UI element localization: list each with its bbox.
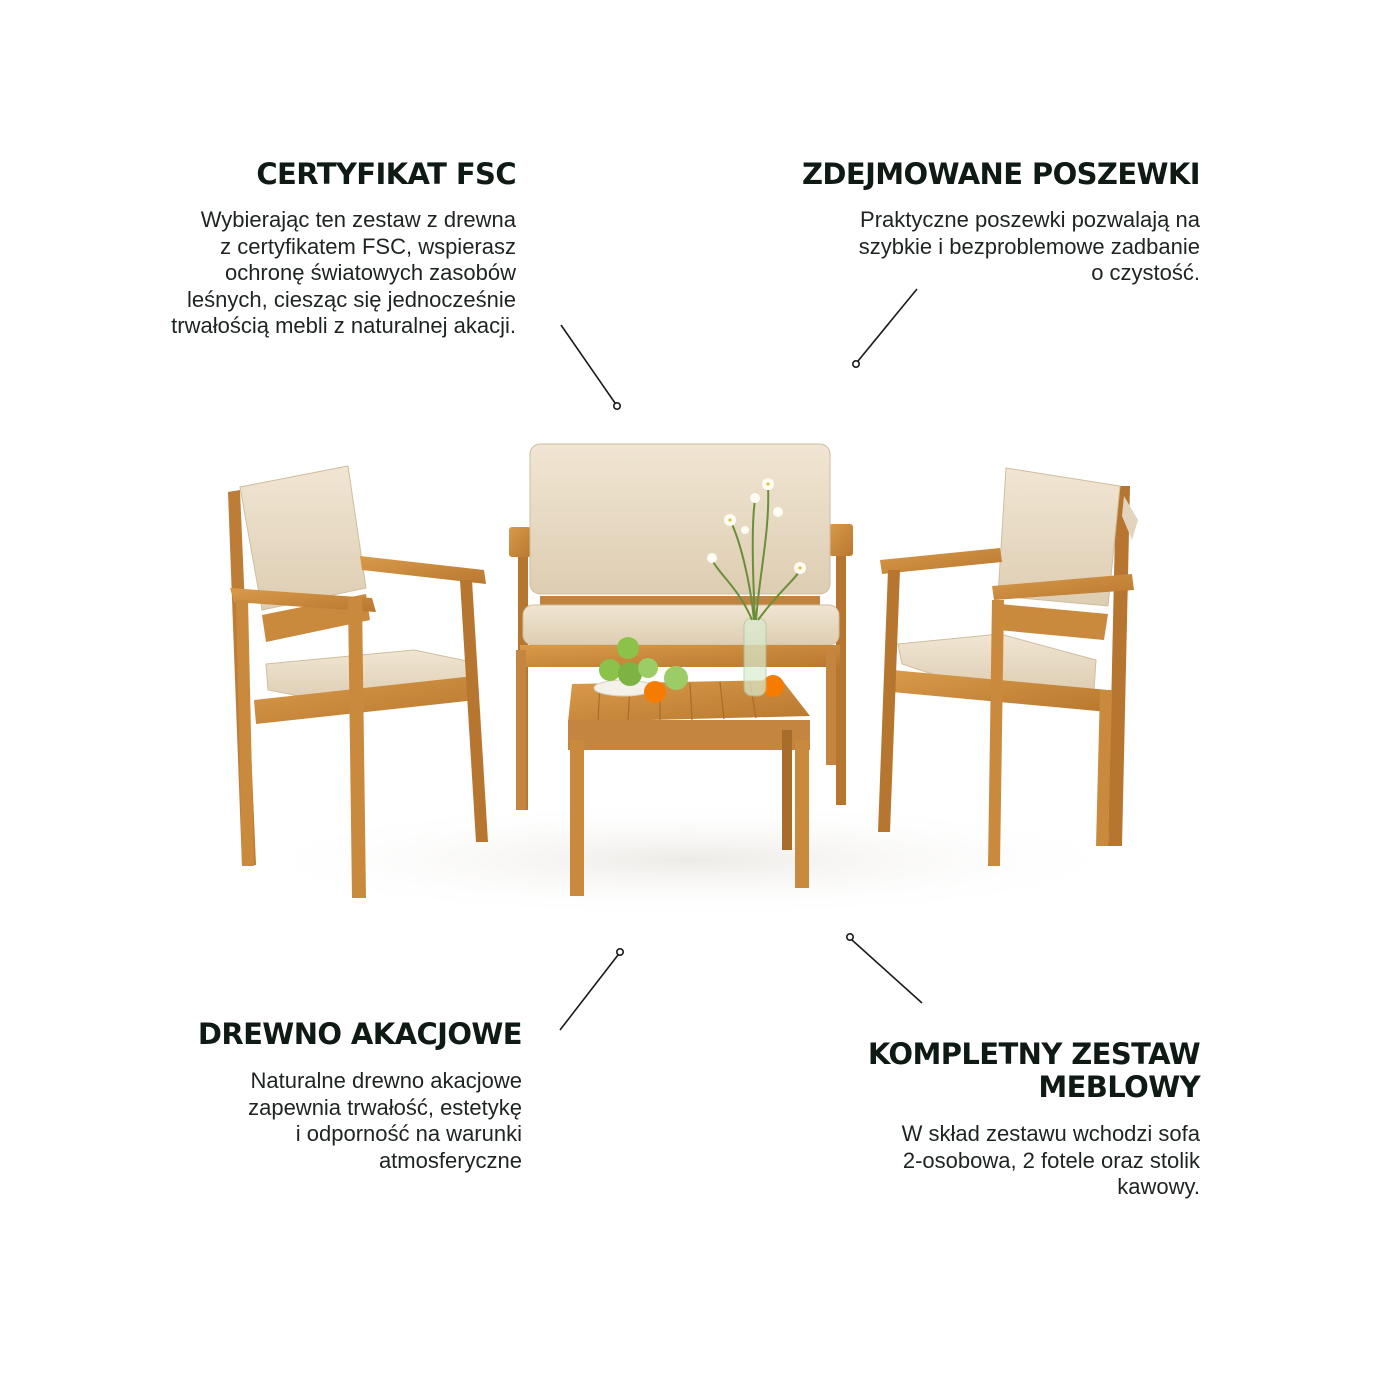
feature-covers-title: ZDEJMOWANE POSZEWKI xyxy=(802,157,1200,191)
feature-set-title: KOMPLETNY ZESTAW MEBLOWY xyxy=(867,1037,1200,1104)
right-armchair xyxy=(878,468,1138,866)
feature-fsc-title: CERTYFIKAT FSC xyxy=(256,157,516,191)
feature-fsc-text: Wybierając ten zestaw z drewna z certyfikatem FSC, wspierasz ochronę światowych zasobów leśnych, ciesząc się jednocześnie trwałością mebli z naturalnej akacji. xyxy=(171,207,516,338)
feature-covers-text: Praktyczne poszewki pozwalają na szybkie i bezproblemowe zadbanie o czystość. xyxy=(858,207,1200,285)
feature-acacia-title: DREWNO AKACJOWE xyxy=(197,1017,522,1051)
feature-set-text: W skład zestawu wchodzi sofa 2-osobowa, 2 fotele oraz stolik kawowy. xyxy=(901,1121,1200,1199)
feature-acacia-text: Naturalne drewno akacjowe zapewnia trwałość, estetykę i odporność na warunki atmosferyczne xyxy=(248,1068,522,1173)
